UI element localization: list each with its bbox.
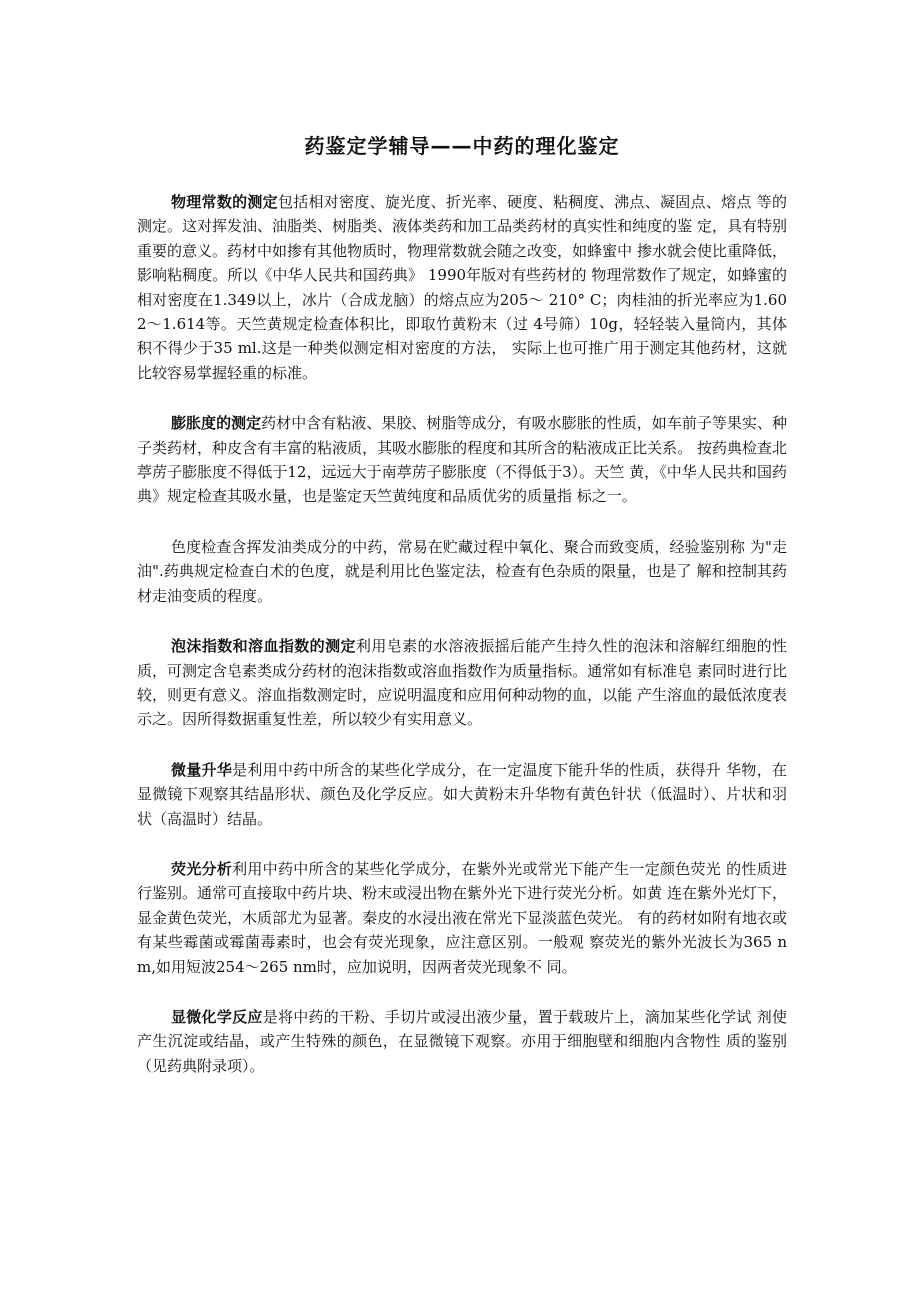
section-fluorescence-analysis [137,857,787,979]
section-text: 药材中含有粘液、果胶、树脂等成分，有吸水膨胀的性质，如车前子等果实、种子类药材，种皮含有丰富的粘液质，其吸水膨胀的程度和其所含的粘液成正比关系。 按药典检查北葶苈子膨胀度不得低于12，远远大于南葶苈子膨胀度（不得低于3）。天竺 黄，《中华人民共和国药典》规定检查其吸水量，也是鉴定天竺黄纯度和品质优劣的质量指 标之一。 [137,414,787,506]
document-title: 药鉴定学辅导——中药的理化鉴定 [304,134,620,158]
section-swelling-degree [137,411,787,509]
section-term: 膨胀度的测定 [171,414,262,433]
section-text: 包括相对密度、旋光度、折光率、硬度、粘稠度、沸点、凝固点、熔点 等的测定。这对挥发油、油脂类、树脂类、液体类药和加工品类药材的真实性和纯度的鉴 定，具有特别重要的意义。药材中如掺有其他物质时，物理常数就会随之改变，如蜂蜜中 掺水就会使比重降低，影响粘稠度。所以《中华人民共和国药典》 1990年版对有些药材的 物理常数作了规定，如蜂蜜的相对密度在1.349以上，冰片（合成龙脑）的熔点应为205～ 210° C；肉桂油的折光率应为1.602～1.614等。天竺黄规定检查体积比，即取竹黄粉末（过 4号筛）10g，轻轻装入量筒内，其体积不得少于35 ml.这是一种类似测定相对密度的方法， 实际上也可推广用于测定其他药材，这就比较容易掌握轻重的标准。 [137,193,787,382]
section-foam-hemolysis-index [137,634,787,732]
section-text: 是利用中药中所含的某些化学成分，在一定温度下能升华的性质，获得升 华物，在显微镜下观察其结晶形状、颜色及化学反应。如大黄粉末升华物有黄色针状（低温时）、片状和羽状（高温时）结晶。 [137,760,787,828]
section-physical-constants [137,190,787,385]
section-text: 利用中药中所含的某些化学成分，在紫外光或常光下能产生一定颜色荧光 的性质进行鉴别。通常可直接取中药片块、粉末或浸出物在紫外光下进行荧光分析。如黄 连在紫外光灯下，显金黄色荧光，木质部尤为显著。秦皮的水浸出液在常光下显淡蓝色荧光。 有的药材如附有地衣或有某些霉菌或霉菌毒素时，也会有荧光现象，应注意区别。一般观 察荧光的紫外光波长为365 nm,如用短波254～265 nm时，应加说明，因两者荧光现象不 同。 [137,859,787,976]
section-term: 荧光分析 [171,859,233,878]
section-term: 物理常数的测定 [171,193,278,211]
section-term: 显微化学反应 [171,1007,263,1026]
section-text: 色度检查含挥发油类成分的中药，常易在贮藏过程中氧化、聚合而致变质，经验鉴别称 为"走油".药典规定检查白术的色度，就是利用比色鉴定法，检查有色杂质的限量，也是了 解和控制其药材走油变质的程度。 [137,537,787,605]
section-microchemical-reaction [137,1005,787,1078]
section-micro-sublimation [137,758,787,831]
section-term: 微量升华 [171,760,233,779]
document-page [137,126,787,1104]
section-term: 泡沫指数和溶血指数的测定 [171,637,356,656]
section-text: 利用皂素的水溶液振摇后能产生持久性的泡沫和溶解红细胞的性质，可测定含皂素类成分药材的泡沫指数或溶血指数作为质量指标。通常如有标准皂 素同时进行比较，则更有意义。溶血指数测定时，应说明温度和应用何种动物的血，以能 产生溶血的最低浓度表示之。因所得数据重复性差，所以较少有实用意义。 [137,637,787,729]
section-color-check [137,535,787,608]
section-text: 是将中药的干粉、手切片或浸出液少量，置于载玻片上，滴加某些化学试 剂使产生沉淀或结晶，或产生特殊的颜色，在显微镜下观察。亦用于细胞壁和细胞内含物性 质的鉴别（见药典附录项）。 [137,1007,787,1075]
